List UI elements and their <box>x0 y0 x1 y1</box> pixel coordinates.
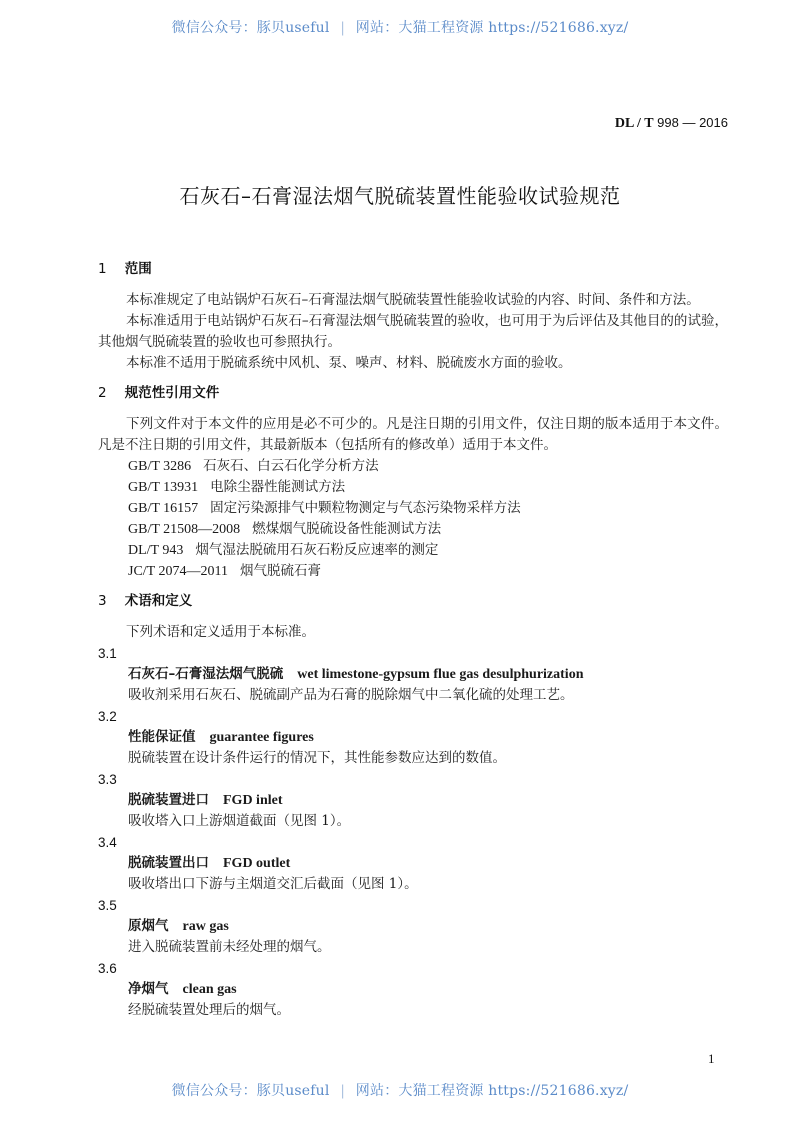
section-number: 2 <box>98 385 107 401</box>
term-definition: 进入脱硫装置前未经处理的烟气。 <box>128 939 331 955</box>
term-zh: 脱硫装置出口 <box>128 855 209 871</box>
page-number: 1 <box>708 1051 715 1066</box>
paragraph: 本标准规定了电站锅炉石灰石–石膏湿法烟气脱硫装置性能验收试验的内容、时间、条件和方法。 <box>126 292 700 308</box>
reference-code: GB/T 13931 <box>128 480 199 495</box>
reference-code: DL/T 943 <box>128 543 184 558</box>
reference-item <box>128 456 728 477</box>
reference-item <box>128 477 728 498</box>
section-title: 术语和定义 <box>124 593 193 609</box>
reference-code: GB/T 21508—2008 <box>128 522 241 537</box>
section-3-heading <box>98 590 728 612</box>
term-title <box>98 979 728 1000</box>
paragraph: 下列文件对于本文件的应用是必不可少的。凡是注日期的引用文件，仅注日期的版本适用于本文件。凡是不注日期的引用文件，其最新版本（包括所有的修改单）适用于本文件。 <box>98 416 728 453</box>
term-number: 3.3 <box>98 772 117 787</box>
document-code <box>615 115 728 132</box>
section-number: 1 <box>98 261 107 277</box>
reference-item <box>128 498 728 519</box>
term-en: FGD inlet <box>223 793 283 808</box>
term-zh: 脱硫装置进口 <box>128 792 209 808</box>
doc-code-prefix: DL / T <box>614 116 654 131</box>
term-zh: 净烟气 <box>128 981 169 997</box>
top-watermark <box>0 17 800 37</box>
watermark-wechat: 微信公众号：豚贝useful <box>171 20 330 36</box>
bottom-watermark <box>0 1080 800 1100</box>
term-number: 3.6 <box>98 961 117 976</box>
watermark-separator: | <box>340 20 346 36</box>
term-title <box>98 664 728 685</box>
paragraph: 下列术语和定义适用于本标准。 <box>126 624 315 640</box>
reference-code: JC/T 2074—2011 <box>128 564 228 579</box>
term-definition: 脱硫装置在设计条件运行的情况下，其性能参数应达到的数值。 <box>128 750 506 766</box>
term-en: FGD outlet <box>223 856 291 871</box>
watermark-separator: | <box>340 1083 346 1099</box>
term-definition: 吸收剂采用石灰石、脱硫副产品为石膏的脱除烟气中二氧化硫的处理工艺。 <box>128 687 574 703</box>
watermark-site: 网站：大猫工程资源 https://521686.xyz/ <box>355 20 629 36</box>
reference-title: 石灰石、白云石化学分析方法 <box>203 458 379 474</box>
reference-title: 电除尘器性能测试方法 <box>210 479 346 495</box>
reference-title: 燃煤烟气脱硫设备性能测试方法 <box>252 521 442 537</box>
watermark-site: 网站：大猫工程资源 https://521686.xyz/ <box>355 1083 629 1099</box>
term-zh: 石灰石–石膏湿法烟气脱硫 <box>128 666 284 682</box>
reference-item <box>128 519 728 540</box>
term-number: 3.2 <box>98 709 117 724</box>
term-definition: 吸收塔入口上游烟道截面（见图 1）。 <box>128 813 351 829</box>
reference-title: 固定污染源排气中颗粒物测定与气态污染物采样方法 <box>210 500 521 516</box>
term-en: wet limestone-gypsum flue gas desulphurization <box>297 667 584 682</box>
section-title: 范围 <box>124 261 152 277</box>
section-1-heading <box>98 258 728 280</box>
reference-title: 烟气湿法脱硫用石灰石粉反应速率的测定 <box>195 542 439 558</box>
watermark-wechat: 微信公众号：豚贝useful <box>171 1083 330 1099</box>
section-2-heading <box>98 382 728 404</box>
term-definition: 吸收塔出口下游与主烟道交汇后截面（见图 1）。 <box>128 876 418 892</box>
term-en: clean gas <box>182 982 237 997</box>
reference-item <box>128 540 728 561</box>
reference-code: GB/T 16157 <box>128 501 199 516</box>
term-en: raw gas <box>182 919 229 934</box>
doc-code-number: 998 — 2016 <box>657 115 728 130</box>
term-number: 3.1 <box>98 646 117 661</box>
document-body <box>98 258 728 1021</box>
term-en: guarantee figures <box>209 730 314 745</box>
paragraph: 本标准适用于电站锅炉石灰石–石膏湿法烟气脱硫装置的验收，也可用于为后评估及其他目的的试验，其他烟气脱硫装置的验收也可参照执行。 <box>98 313 728 350</box>
term-zh: 原烟气 <box>128 918 169 934</box>
term-title <box>98 727 728 748</box>
term-zh: 性能保证值 <box>128 729 196 745</box>
reference-item <box>128 561 728 582</box>
reference-title: 烟气脱硫石膏 <box>239 563 321 579</box>
term-number: 3.4 <box>98 835 117 850</box>
document-title: 石灰石–石膏湿法烟气脱硫装置性能验收试验规范 <box>179 184 621 208</box>
section-title: 规范性引用文件 <box>124 385 220 401</box>
paragraph: 本标准不适用于脱硫系统中风机、泵、噪声、材料、脱硫废水方面的验收。 <box>126 355 572 371</box>
term-title <box>98 853 728 874</box>
reference-code: GB/T 3286 <box>128 459 192 474</box>
term-number: 3.5 <box>98 898 117 913</box>
section-number: 3 <box>98 593 107 609</box>
normative-references-list <box>98 456 728 582</box>
term-definition: 经脱硫装置处理后的烟气。 <box>128 1002 290 1018</box>
term-title <box>98 790 728 811</box>
term-title <box>98 916 728 937</box>
